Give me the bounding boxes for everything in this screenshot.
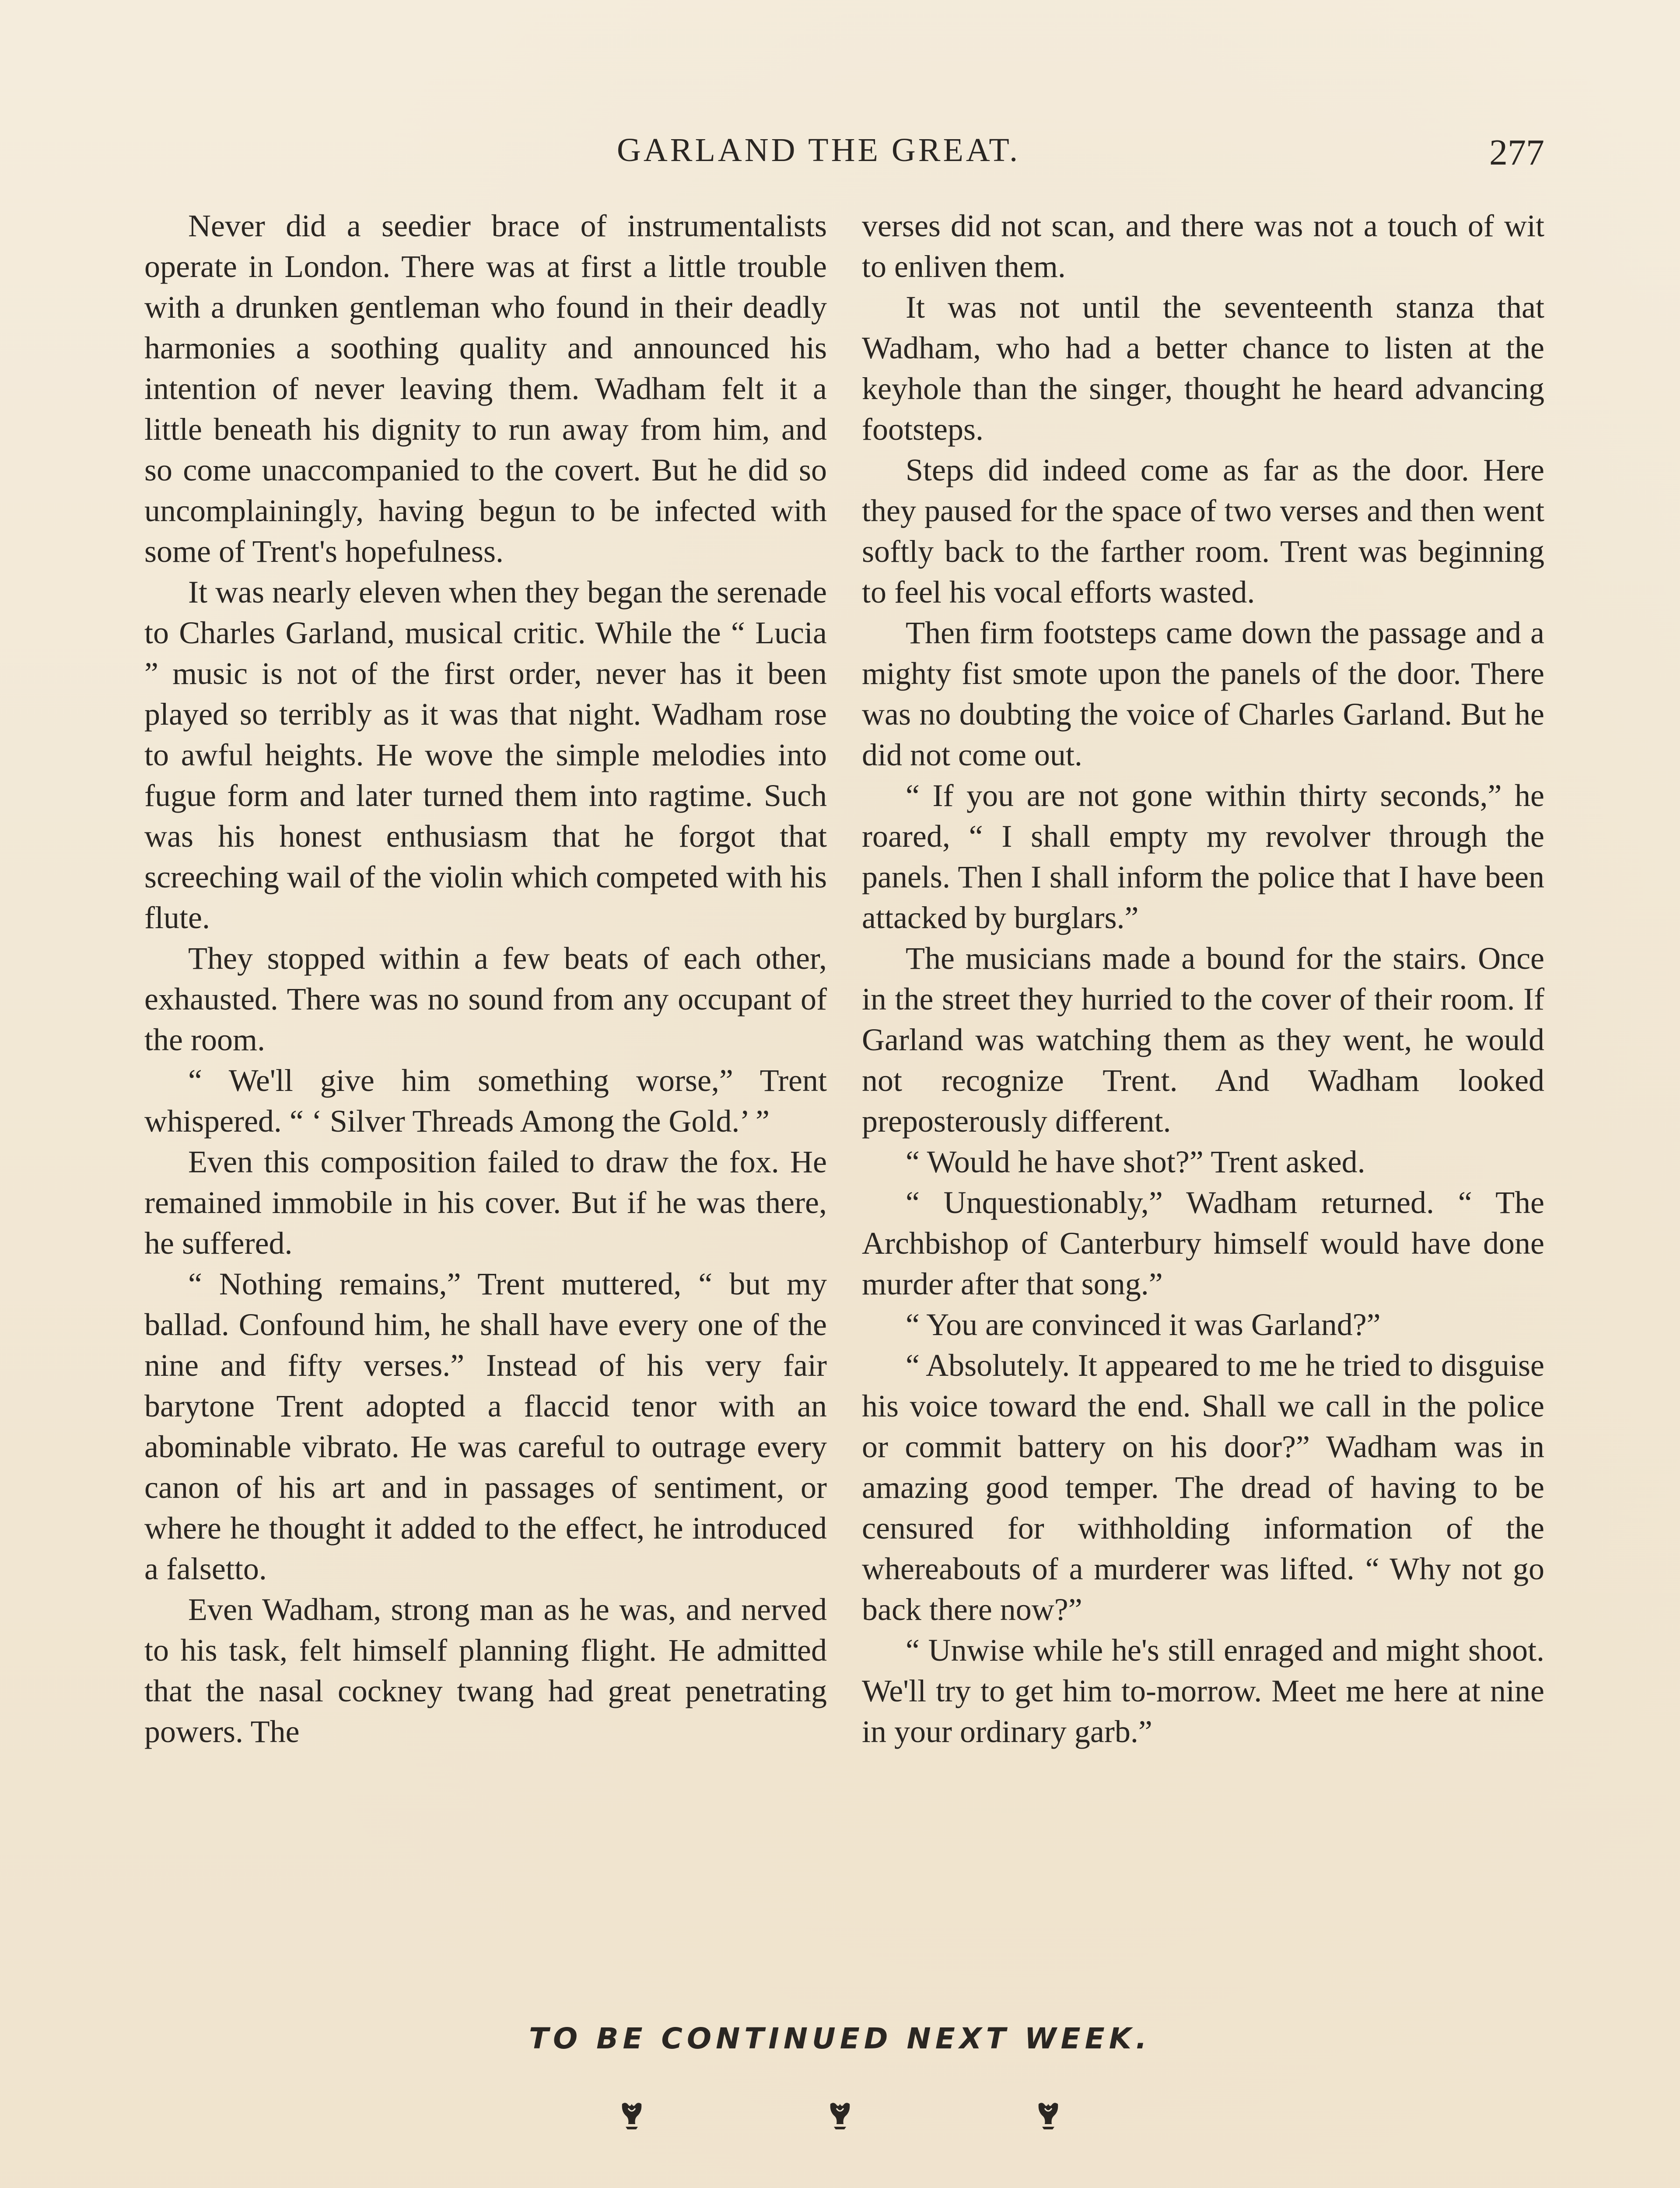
right-column: [862, 206, 1544, 2009]
paragraph: Never did a seedier brace of instrumentalists operate in London. There was at first a little trouble with a drunken gentleman who found in their deadly harmonies a soothing quality and announced his intention of never leaving them. Wadham felt it a little beneath his dignity to run away from him, and so come unaccompanied to the covert. But he did so uncomplainingly, having begun to be infected with some of Trent's hopefulness.: [144, 208, 827, 569]
paragraph-continued: verses did not scan, and there was not a touch of wit to enliven them.: [862, 208, 1544, 284]
paragraph: “ Unwise while he's still enraged and might shoot. We'll try to get him to-morrow. Meet me here at nine in your ordinary garb.”: [862, 1633, 1544, 1749]
paragraph: Then firm footsteps came down the passage and a mighty fist smote upon the panels of the door. There was no doubting the voice of Charles Garland. But he did not come out.: [862, 615, 1544, 772]
running-title: GARLAND THE GREAT.: [617, 132, 1021, 168]
left-column: [144, 206, 827, 2009]
paragraph: “ Absolutely. It appeared to me he tried to disguise his voice toward the end. Shall we call in the police or commit battery on his door?” Wadham was in amazing good temper. The dread of having to be censured for withholding information of the whereabouts of a murderer was lifted. “ Why not go back there now?”: [862, 1348, 1544, 1627]
paragraph: Even Wadham, strong man as he was, and nerved to his task, felt himself planning flight. He admitted that the nasal cockney twang had great penetrating powers. The: [144, 1592, 827, 1749]
paragraph: They stopped within a few beats of each other, exhausted. There was no sound from any occupant of the room.: [144, 941, 827, 1057]
paragraph: It was nearly eleven when they began the serenade to Charles Garland, musical critic. While the “ Lucia ” music is not of the first order, never has it been played so terribly as it was that night. Wadham rose to awful heights. He wove the simple melodies into fugue form and later turned them into ragtime. Such was his honest enthusiasm that he forgot that screeching wail of the violin which competed with his flute.: [144, 575, 827, 935]
paragraph: “ Unquestionably,” Wadham returned. “ The Archbishop of Canterbury himself would have done murder after that song.”: [862, 1185, 1544, 1301]
story-body: [144, 206, 1544, 2009]
ornament-row: [0, 2100, 1680, 2131]
page-number: 277: [1489, 132, 1544, 173]
paragraph: “ If you are not gone within thirty seconds,” he roared, “ I shall empty my revolver through the panels. Then I shall inform the police that I have been attacked by burglars.”: [862, 778, 1544, 935]
paragraph: The musicians made a bound for the stairs. Once in the street they hurried to the cover of their room. If Garland was watching them as they went, he would not recognize Trent. And Wadham looked preposterously different.: [862, 941, 1544, 1139]
paragraph: “ Nothing remains,” Trent muttered, “ but my ballad. Confound him, he shall have every one of the nine and fifty verses.” Instead of his very fair barytone Trent adopted a flaccid tenor with an abominable vibrato. He was careful to outrage every canon of his art and in passages of sentiment, or where he thought it added to the effect, he introduced a falsetto.: [144, 1266, 827, 1586]
paragraph: It was not until the seventeenth stanza that Wadham, who had a better chance to listen at the keyhole than the singer, thought he heard advancing footsteps.: [862, 290, 1544, 447]
fleuron-ornament-icon: [1036, 2100, 1060, 2131]
continued-notice: TO BE CONTINUED NEXT WEEK.: [529, 2022, 1151, 2055]
paragraph: Even this composition failed to draw the fox. He remained immobile in his cover. But if he was there, he suffered.: [144, 1144, 827, 1261]
fleuron-ornament-icon: [620, 2100, 644, 2131]
paragraph: “ You are convinced it was Garland?”: [906, 1307, 1381, 1342]
paragraph: “ Would he have shot?” Trent asked.: [906, 1144, 1365, 1179]
page-header: [144, 131, 1544, 179]
paragraph: “ We'll give him something worse,” Trent whispered. “ ‘ Silver Threads Among the Gold.’ ”: [144, 1063, 827, 1139]
fleuron-ornament-icon: [828, 2100, 852, 2131]
paragraph: Steps did indeed come as far as the door. Here they paused for the space of two verses and then went softly back to the farther room. Trent was beginning to feel his vocal efforts wasted.: [862, 452, 1544, 610]
